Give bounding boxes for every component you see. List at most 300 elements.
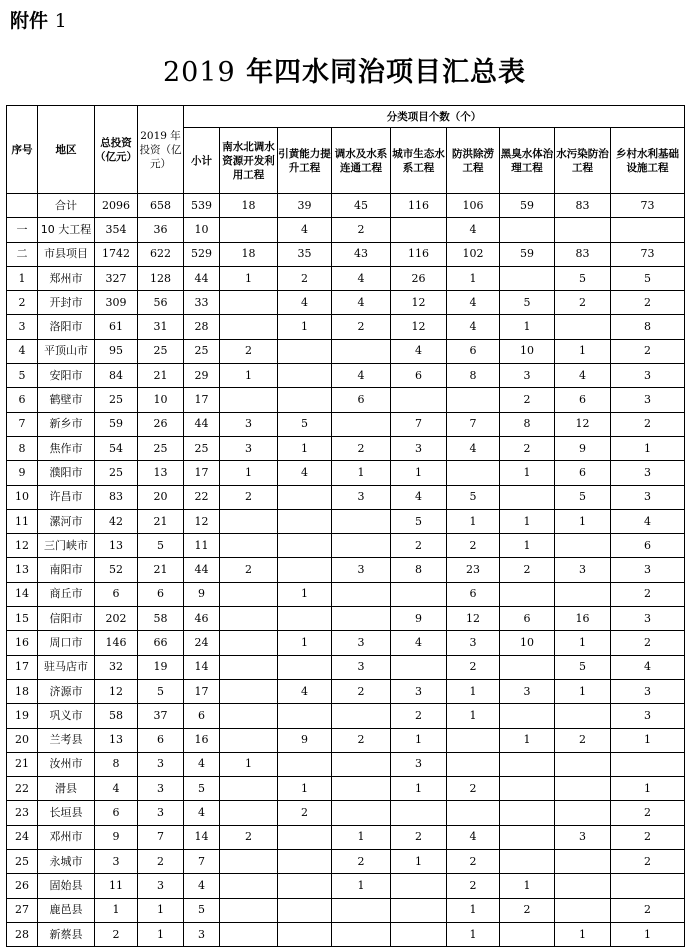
value-cell: 3 xyxy=(138,752,184,776)
value-cell: 1 xyxy=(95,898,138,922)
value-cell: 2 xyxy=(447,777,500,801)
seq-cell: 26 xyxy=(7,874,38,898)
value-cell xyxy=(332,922,391,946)
col-header-seq: 序号 xyxy=(7,106,38,194)
region-cell: 许昌市 xyxy=(38,485,95,509)
value-cell: 658 xyxy=(138,194,184,218)
value-cell: 25 xyxy=(184,339,220,363)
value-cell xyxy=(278,655,332,679)
value-cell: 1 xyxy=(555,679,611,703)
value-cell xyxy=(278,339,332,363)
value-cell: 1 xyxy=(555,509,611,533)
value-cell: 39 xyxy=(278,194,332,218)
value-cell: 9 xyxy=(391,607,447,631)
value-cell: 2 xyxy=(447,850,500,874)
value-cell: 2 xyxy=(220,558,278,582)
value-cell: 1 xyxy=(278,777,332,801)
value-cell: 8 xyxy=(500,412,555,436)
value-cell: 6 xyxy=(555,388,611,412)
value-cell: 2 xyxy=(332,218,391,242)
value-cell xyxy=(447,728,500,752)
value-cell xyxy=(555,850,611,874)
table-row xyxy=(7,825,685,849)
value-cell: 2 xyxy=(391,825,447,849)
value-cell: 1 xyxy=(500,509,555,533)
region-cell: 汝州市 xyxy=(38,752,95,776)
value-cell xyxy=(220,655,278,679)
region-cell: 长垣县 xyxy=(38,801,95,825)
value-cell xyxy=(332,509,391,533)
value-cell: 2 xyxy=(611,850,685,874)
value-cell: 44 xyxy=(184,266,220,290)
table-row xyxy=(7,777,685,801)
region-cell: 滑县 xyxy=(38,777,95,801)
value-cell: 1 xyxy=(220,461,278,485)
col-header-category: 南水北调水资源开发利用工程 xyxy=(220,128,278,194)
value-cell: 6 xyxy=(332,388,391,412)
value-cell: 4 xyxy=(332,266,391,290)
table-row xyxy=(7,631,685,655)
value-cell: 1 xyxy=(611,777,685,801)
value-cell xyxy=(220,704,278,728)
region-cell: 洛阳市 xyxy=(38,315,95,339)
value-cell: 4 xyxy=(278,291,332,315)
value-cell xyxy=(500,922,555,946)
value-cell: 2 xyxy=(611,898,685,922)
seq-cell: 4 xyxy=(7,339,38,363)
value-cell: 4 xyxy=(391,485,447,509)
value-cell xyxy=(332,534,391,558)
value-cell: 24 xyxy=(184,631,220,655)
value-cell: 1 xyxy=(278,315,332,339)
value-cell: 2 xyxy=(95,922,138,946)
value-cell xyxy=(555,874,611,898)
value-cell xyxy=(555,777,611,801)
value-cell: 106 xyxy=(447,194,500,218)
seq-cell: 19 xyxy=(7,704,38,728)
value-cell xyxy=(500,752,555,776)
value-cell: 5 xyxy=(138,534,184,558)
value-cell: 45 xyxy=(332,194,391,218)
value-cell: 13 xyxy=(95,728,138,752)
value-cell: 5 xyxy=(555,266,611,290)
value-cell xyxy=(332,704,391,728)
value-cell: 6 xyxy=(184,704,220,728)
value-cell: 2 xyxy=(447,534,500,558)
value-cell: 1 xyxy=(500,874,555,898)
value-cell xyxy=(555,752,611,776)
table-row xyxy=(7,436,685,460)
value-cell: 2 xyxy=(391,534,447,558)
table-row xyxy=(7,485,685,509)
region-cell: 合计 xyxy=(38,194,95,218)
value-cell: 2 xyxy=(500,436,555,460)
region-cell: 新蔡县 xyxy=(38,922,95,946)
value-cell xyxy=(220,607,278,631)
value-cell: 1 xyxy=(391,728,447,752)
value-cell: 73 xyxy=(611,194,685,218)
value-cell: 4 xyxy=(332,364,391,388)
value-cell: 83 xyxy=(555,194,611,218)
value-cell: 36 xyxy=(138,218,184,242)
region-cell: 市县项目 xyxy=(38,242,95,266)
value-cell: 6 xyxy=(138,728,184,752)
header-row-1 xyxy=(7,106,685,128)
col-header-region: 地区 xyxy=(38,106,95,194)
table-row xyxy=(7,874,685,898)
region-cell: 安阳市 xyxy=(38,364,95,388)
value-cell: 1 xyxy=(278,582,332,606)
value-cell: 3 xyxy=(447,631,500,655)
col-header-category: 防洪除涝工程 xyxy=(447,128,500,194)
value-cell: 5 xyxy=(447,485,500,509)
value-cell: 4 xyxy=(391,631,447,655)
col-header-category: 调水及水系连通工程 xyxy=(332,128,391,194)
value-cell xyxy=(555,218,611,242)
seq-cell: 20 xyxy=(7,728,38,752)
value-cell: 54 xyxy=(95,436,138,460)
value-cell: 6 xyxy=(95,582,138,606)
value-cell: 26 xyxy=(391,266,447,290)
summary-table xyxy=(6,105,685,947)
value-cell: 1 xyxy=(447,509,500,533)
value-cell: 116 xyxy=(391,194,447,218)
value-cell: 1 xyxy=(220,752,278,776)
table-row xyxy=(7,607,685,631)
value-cell: 83 xyxy=(95,485,138,509)
value-cell: 2 xyxy=(555,291,611,315)
table-row xyxy=(7,534,685,558)
value-cell: 25 xyxy=(184,436,220,460)
value-cell: 12 xyxy=(391,291,447,315)
value-cell: 56 xyxy=(138,291,184,315)
value-cell xyxy=(278,485,332,509)
region-cell: 兰考县 xyxy=(38,728,95,752)
table-row xyxy=(7,679,685,703)
value-cell xyxy=(220,801,278,825)
value-cell: 3 xyxy=(500,679,555,703)
value-cell xyxy=(391,898,447,922)
value-cell xyxy=(447,752,500,776)
value-cell xyxy=(500,266,555,290)
value-cell: 1 xyxy=(500,461,555,485)
seq-cell: 17 xyxy=(7,655,38,679)
value-cell xyxy=(220,898,278,922)
seq-cell: 1 xyxy=(7,266,38,290)
value-cell: 14 xyxy=(184,655,220,679)
region-cell: 10 大工程 xyxy=(38,218,95,242)
value-cell: 3 xyxy=(138,801,184,825)
table-row xyxy=(7,704,685,728)
value-cell: 20 xyxy=(138,485,184,509)
value-cell xyxy=(278,558,332,582)
value-cell: 4 xyxy=(447,436,500,460)
value-cell: 9 xyxy=(95,825,138,849)
seq-cell: 二 xyxy=(7,242,38,266)
region-cell: 商丘市 xyxy=(38,582,95,606)
value-cell: 6 xyxy=(391,364,447,388)
value-cell xyxy=(500,850,555,874)
value-cell: 32 xyxy=(95,655,138,679)
value-cell: 2 xyxy=(611,412,685,436)
value-cell: 4 xyxy=(447,218,500,242)
value-cell: 1 xyxy=(500,534,555,558)
seq-cell: 8 xyxy=(7,436,38,460)
value-cell: 2 xyxy=(138,850,184,874)
region-cell: 漯河市 xyxy=(38,509,95,533)
value-cell: 4 xyxy=(184,874,220,898)
value-cell: 4 xyxy=(447,291,500,315)
seq-cell: 9 xyxy=(7,461,38,485)
col-header-subtotal: 小计 xyxy=(184,128,220,194)
value-cell: 4 xyxy=(555,364,611,388)
value-cell xyxy=(391,922,447,946)
value-cell: 1 xyxy=(447,266,500,290)
seq-cell: 2 xyxy=(7,291,38,315)
value-cell: 6 xyxy=(447,582,500,606)
value-cell: 622 xyxy=(138,242,184,266)
value-cell: 3 xyxy=(138,777,184,801)
region-cell: 邓州市 xyxy=(38,825,95,849)
value-cell: 1 xyxy=(332,825,391,849)
value-cell xyxy=(332,752,391,776)
value-cell: 2 xyxy=(611,291,685,315)
value-cell: 5 xyxy=(184,777,220,801)
table-row xyxy=(7,655,685,679)
value-cell: 1 xyxy=(138,922,184,946)
value-cell: 327 xyxy=(95,266,138,290)
value-cell xyxy=(220,582,278,606)
value-cell: 2 xyxy=(391,704,447,728)
table-row xyxy=(7,194,685,218)
table-row xyxy=(7,558,685,582)
value-cell: 3 xyxy=(611,704,685,728)
value-cell xyxy=(278,509,332,533)
value-cell: 10 xyxy=(138,388,184,412)
value-cell: 11 xyxy=(184,534,220,558)
seq-cell xyxy=(7,194,38,218)
value-cell: 4 xyxy=(184,801,220,825)
value-cell: 3 xyxy=(611,461,685,485)
annex-text: 附件 xyxy=(10,10,49,32)
table-row xyxy=(7,315,685,339)
value-cell xyxy=(278,874,332,898)
region-cell: 固始县 xyxy=(38,874,95,898)
value-cell xyxy=(278,534,332,558)
value-cell: 4 xyxy=(278,461,332,485)
value-cell xyxy=(332,582,391,606)
value-cell: 1 xyxy=(500,728,555,752)
value-cell xyxy=(332,777,391,801)
value-cell xyxy=(391,801,447,825)
value-cell: 5 xyxy=(555,655,611,679)
value-cell: 3 xyxy=(332,655,391,679)
value-cell: 25 xyxy=(95,388,138,412)
region-cell: 濮阳市 xyxy=(38,461,95,485)
value-cell: 2 xyxy=(447,874,500,898)
page-title xyxy=(0,50,689,89)
value-cell: 33 xyxy=(184,291,220,315)
table-row xyxy=(7,922,685,946)
seq-cell: 23 xyxy=(7,801,38,825)
table-row xyxy=(7,412,685,436)
value-cell: 2 xyxy=(611,631,685,655)
value-cell xyxy=(391,582,447,606)
table-row xyxy=(7,218,685,242)
value-cell: 16 xyxy=(555,607,611,631)
value-cell: 1 xyxy=(278,436,332,460)
table-row xyxy=(7,364,685,388)
value-cell: 1 xyxy=(555,339,611,363)
value-cell: 5 xyxy=(138,679,184,703)
value-cell: 3 xyxy=(611,558,685,582)
value-cell: 6 xyxy=(95,801,138,825)
value-cell xyxy=(611,218,685,242)
value-cell: 95 xyxy=(95,339,138,363)
value-cell: 2 xyxy=(500,388,555,412)
seq-cell: 10 xyxy=(7,485,38,509)
value-cell: 2 xyxy=(278,801,332,825)
table-row xyxy=(7,266,685,290)
value-cell: 73 xyxy=(611,242,685,266)
value-cell: 5 xyxy=(611,266,685,290)
value-cell: 22 xyxy=(184,485,220,509)
value-cell: 4 xyxy=(447,315,500,339)
value-cell: 354 xyxy=(95,218,138,242)
value-cell: 1 xyxy=(391,777,447,801)
value-cell xyxy=(220,679,278,703)
table-row xyxy=(7,801,685,825)
value-cell xyxy=(500,218,555,242)
value-cell: 58 xyxy=(138,607,184,631)
value-cell: 4 xyxy=(447,825,500,849)
region-cell: 平顶山市 xyxy=(38,339,95,363)
value-cell: 309 xyxy=(95,291,138,315)
value-cell xyxy=(278,388,332,412)
value-cell: 12 xyxy=(391,315,447,339)
value-cell: 43 xyxy=(332,242,391,266)
value-cell: 1742 xyxy=(95,242,138,266)
value-cell xyxy=(391,388,447,412)
value-cell xyxy=(447,388,500,412)
seq-cell: 3 xyxy=(7,315,38,339)
region-cell: 开封市 xyxy=(38,291,95,315)
value-cell: 3 xyxy=(500,364,555,388)
value-cell: 8 xyxy=(447,364,500,388)
value-cell: 1 xyxy=(278,631,332,655)
value-cell xyxy=(220,728,278,752)
value-cell: 12 xyxy=(184,509,220,533)
value-cell xyxy=(278,364,332,388)
value-cell: 84 xyxy=(95,364,138,388)
value-cell xyxy=(500,485,555,509)
col-header-category: 乡村水利基础设施工程 xyxy=(611,128,685,194)
value-cell: 529 xyxy=(184,242,220,266)
value-cell xyxy=(555,534,611,558)
value-cell: 3 xyxy=(611,388,685,412)
value-cell: 2 xyxy=(332,315,391,339)
value-cell: 3 xyxy=(555,825,611,849)
value-cell: 44 xyxy=(184,558,220,582)
table-row xyxy=(7,242,685,266)
value-cell: 3 xyxy=(555,558,611,582)
value-cell xyxy=(278,704,332,728)
value-cell: 3 xyxy=(611,364,685,388)
value-cell: 116 xyxy=(391,242,447,266)
value-cell xyxy=(332,607,391,631)
table-row xyxy=(7,291,685,315)
value-cell xyxy=(555,582,611,606)
value-cell: 102 xyxy=(447,242,500,266)
value-cell xyxy=(447,461,500,485)
value-cell: 1 xyxy=(332,874,391,898)
col-header-category: 引黄能力提升工程 xyxy=(278,128,332,194)
seq-cell: 一 xyxy=(7,218,38,242)
value-cell xyxy=(220,874,278,898)
col-header-category: 城市生态水系工程 xyxy=(391,128,447,194)
value-cell: 25 xyxy=(138,339,184,363)
region-cell: 济源市 xyxy=(38,679,95,703)
value-cell: 2 xyxy=(447,655,500,679)
value-cell: 35 xyxy=(278,242,332,266)
seq-cell: 16 xyxy=(7,631,38,655)
value-cell: 1 xyxy=(611,728,685,752)
table-row xyxy=(7,898,685,922)
col-header-category: 黑臭水体治理工程 xyxy=(500,128,555,194)
region-cell: 三门峡市 xyxy=(38,534,95,558)
title-text: 年四水同治项目汇总表 xyxy=(246,57,527,88)
col-header-invest-2019: 2019 年投资（亿元） xyxy=(138,106,184,194)
value-cell: 61 xyxy=(95,315,138,339)
value-cell xyxy=(391,655,447,679)
value-cell xyxy=(332,339,391,363)
value-cell xyxy=(332,801,391,825)
region-cell: 永城市 xyxy=(38,850,95,874)
value-cell: 2 xyxy=(332,679,391,703)
value-cell: 2 xyxy=(332,436,391,460)
value-cell: 5 xyxy=(278,412,332,436)
value-cell: 52 xyxy=(95,558,138,582)
annex-label xyxy=(10,6,67,33)
value-cell: 4 xyxy=(95,777,138,801)
value-cell: 5 xyxy=(391,509,447,533)
col-header-category-group: 分类项目个数（个） xyxy=(184,106,685,128)
value-cell xyxy=(500,825,555,849)
annex-number: 1 xyxy=(54,10,67,32)
value-cell xyxy=(391,874,447,898)
value-cell: 12 xyxy=(95,679,138,703)
value-cell: 2 xyxy=(500,898,555,922)
table-row xyxy=(7,582,685,606)
value-cell: 1 xyxy=(555,631,611,655)
value-cell: 6 xyxy=(500,607,555,631)
value-cell xyxy=(500,704,555,728)
value-cell xyxy=(500,777,555,801)
value-cell: 28 xyxy=(184,315,220,339)
value-cell: 2 xyxy=(220,339,278,363)
value-cell: 2 xyxy=(500,558,555,582)
value-cell: 128 xyxy=(138,266,184,290)
value-cell: 21 xyxy=(138,509,184,533)
seq-cell: 11 xyxy=(7,509,38,533)
value-cell: 83 xyxy=(555,242,611,266)
value-cell: 44 xyxy=(184,412,220,436)
table-row xyxy=(7,752,685,776)
seq-cell: 22 xyxy=(7,777,38,801)
value-cell: 202 xyxy=(95,607,138,631)
value-cell: 2 xyxy=(611,825,685,849)
table-row xyxy=(7,339,685,363)
